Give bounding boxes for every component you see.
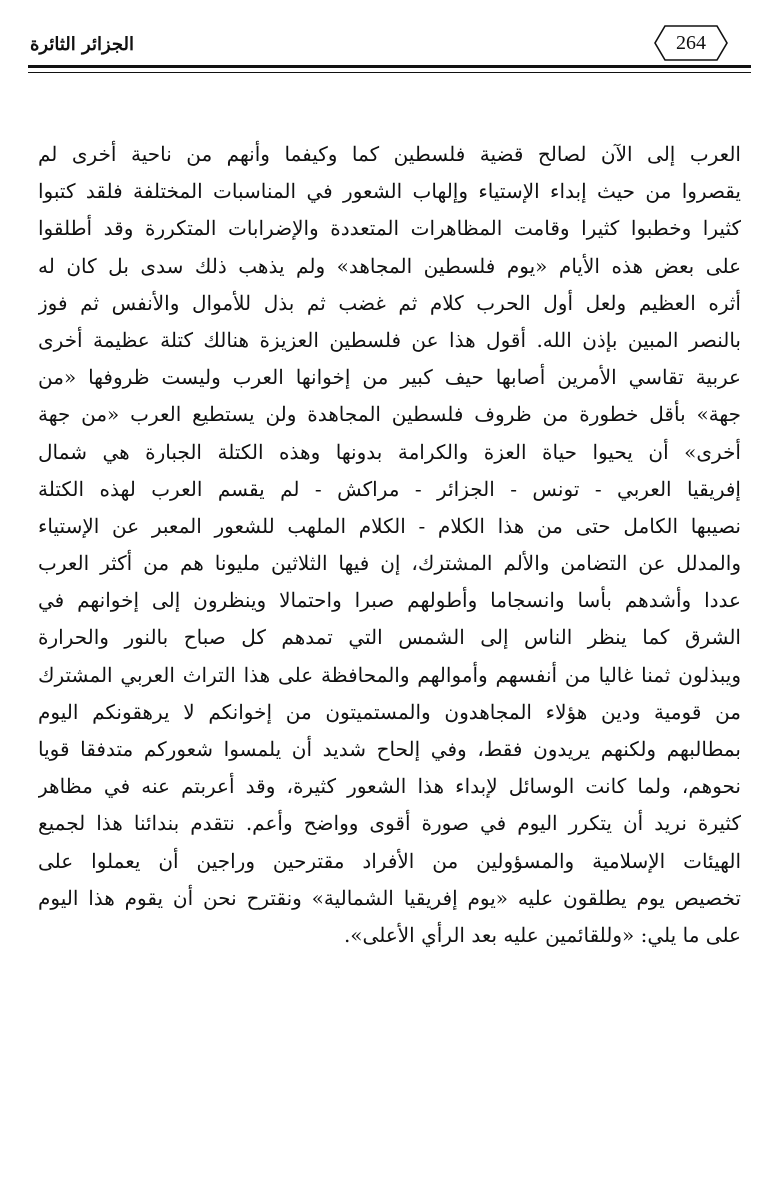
page-number-frame: [653, 24, 729, 62]
text-line: كثيرا وخطبوا كثيرا وقامت المظاهرات المتعددة والإضرابات المتكررة وقد أطلقوا: [38, 216, 741, 241]
text-line: الشرق كما ينظر الناس إلى الشمس التي تمدهم كل صباح بالنور والحرارة: [38, 625, 741, 650]
text-line: من قومية ودين هؤلاء المجاهدون والمستميتون من إخوانكم لا يرهقونكم اليوم: [38, 699, 741, 724]
text-line: عربية تقاسي الأمرين أصابها حيف كبير من إخوانها العرب وليست ظروفها «من: [38, 365, 741, 390]
text-line: ويبذلون ثمنا غاليا من أنفسهم وأموالهم والمحافظة على هذا التراث العربي المشترك: [38, 662, 741, 687]
text-line: الهيئات الإسلامية والمسؤولين من الأفراد مقترحين وراجين أن يعملوا على: [38, 848, 741, 873]
text-line: جهة» بأقل خطورة من ظروف فلسطين المجاهدة ولن يستطيع العرب «من جهة: [38, 402, 741, 427]
text-line: يقصروا من حيث إبداء الإستياء وإلهاب الشعور في المناسبات المختلفة فلقد كتبوا: [38, 179, 741, 204]
text-line: إفريقيا العربي - تونس - الجزائر - مراكش - لم يقسم العرب لهذه الكتلة: [38, 476, 741, 501]
text-line: تخصيص يوم يطلقون عليه «يوم إفريقيا الشمالية» ونقترح نحن أن يقوم هذا اليوم: [38, 885, 741, 910]
text-line: العرب إلى الآن لصالح قضية فلسطين كما وكيفما وأنهم من ناحية أخرى لم: [38, 142, 741, 166]
header-rule-thin: [28, 72, 751, 73]
running-title: الجزائر الثائرة: [30, 34, 135, 55]
text-line: بمطالبهم ولكنهم يريدون فقط، وفي إلحاح شديد أن يلمسوا شعوركم متدفقا قويا: [38, 737, 741, 761]
text-line: بالنصر المبين بإذن الله. أقول هذا عن فلسطين العزيزة هنالك كتلة عظيمة أخرى: [38, 327, 741, 352]
text-line: نحوهم، ولما كانت الوسائل لإبداء هذا الشعور كثيرة، وقد أعربتم عنه في مظاهر: [38, 774, 741, 799]
header-rule-thick: [28, 65, 751, 68]
text-line: أثره العظيم ولعل أول الحرب كلام ثم غضب ثم بذل للأموال والأنفس ثم فوز: [38, 290, 741, 315]
text-line: والمدلل عن التضامن والألم المشترك، إن فيها الثلاثين مليونا هم من أكثر العرب: [38, 551, 741, 576]
text-line-last: على ما يلي: «وللقائمين عليه بعد الرأي الأعلى».: [343, 922, 741, 947]
text-line: كثيرة نريد أن يتكرر اليوم في صورة أقوى وواضح وأعم. نتقدم بندائنا هذا لجميع: [38, 811, 741, 836]
text-line: على بعض هذه الأيام «يوم فلسطين المجاهد» ولم يذهب ذلك سدى بل كان له: [38, 253, 741, 278]
body-text: [38, 136, 741, 954]
text-line: عددا وأشدهم بأسا وانسجاما وأطولهم صبرا واحتمالا وينظرون إلى إخوانهم في: [38, 588, 741, 613]
text-line: أخرى» أن يحيوا حياة العزة والكرامة بدونها وهذه الكتلة الجبارة هي شمال: [38, 439, 741, 464]
text-line: نصيبها الكامل حتى من هذا الكلام - الكلام الملهب للشعور المعبر عن الإستياء: [38, 513, 741, 538]
page-number: 264: [676, 32, 706, 54]
